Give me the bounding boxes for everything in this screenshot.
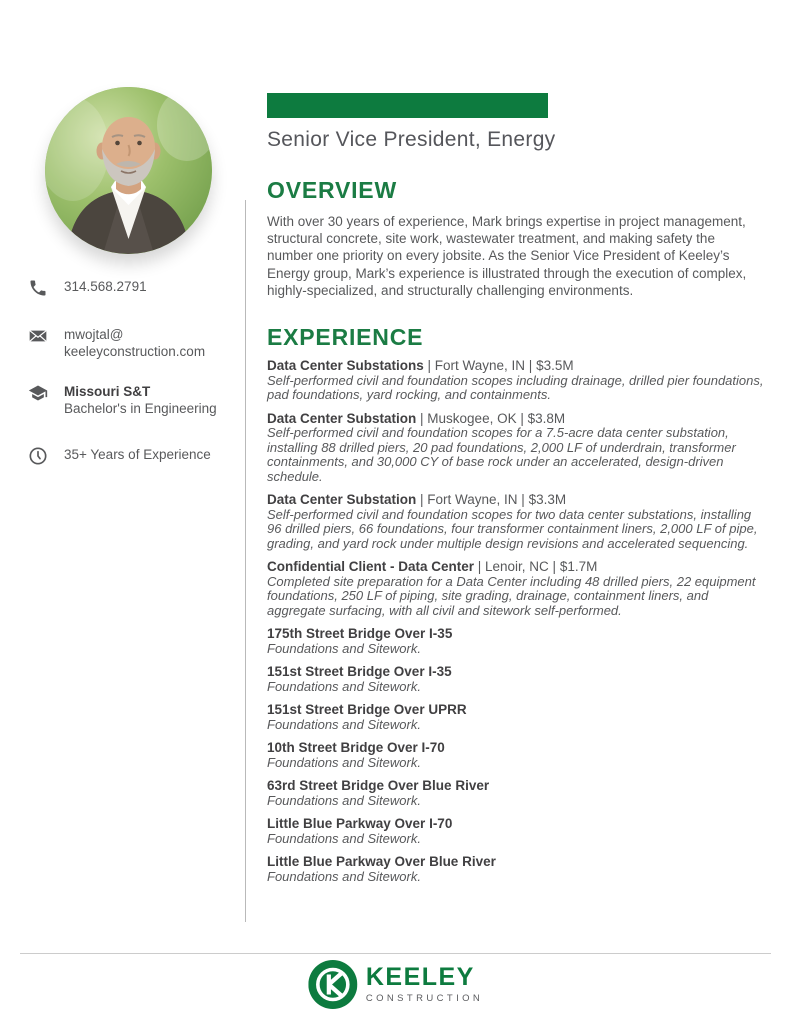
project-name: 175th Street Bridge Over I-35 bbox=[267, 626, 453, 642]
graduation-cap-icon bbox=[28, 383, 48, 403]
project-description: Foundations and Sitework. bbox=[267, 868, 421, 884]
experience-entry bbox=[267, 665, 764, 694]
job-title: Senior Vice President, Energy bbox=[267, 128, 556, 151]
experience-entry bbox=[267, 412, 764, 485]
email-line2: keeleyconstruction.com bbox=[64, 344, 206, 360]
education-school: Missouri S&T bbox=[64, 384, 151, 399]
vertical-divider bbox=[245, 200, 246, 922]
name-redaction-bar bbox=[267, 93, 548, 118]
logo-brand-name: KEELEY bbox=[365, 963, 475, 991]
project-description: Self-performed civil and foundation scopes including drainage, drilled pier foundations, pad foundations, yard rocking, and containments. bbox=[267, 372, 764, 403]
project-meta: | Lenoir, NC | $1.7M bbox=[474, 559, 598, 575]
project-name: Little Blue Parkway Over Blue River bbox=[267, 854, 496, 870]
project-title bbox=[267, 627, 764, 642]
project-name: Data Center Substations bbox=[267, 358, 424, 374]
project-description: Completed site preparation for a Data Center including 48 drilled piers, 22 equipment foundations, 250 LF of piping, site grading, drainage, containment liners, and aggregate surfacing, with all civil and sitework self-performed. bbox=[267, 573, 756, 618]
clock-icon bbox=[28, 446, 48, 466]
envelope-icon bbox=[28, 326, 48, 346]
experience-heading: EXPERIENCE bbox=[267, 324, 424, 351]
experience-entry bbox=[267, 560, 764, 618]
project-title bbox=[267, 779, 764, 794]
project-name: 151st Street Bridge Over UPRR bbox=[267, 702, 467, 718]
experience-entry bbox=[267, 779, 764, 808]
project-title bbox=[267, 359, 764, 374]
project-title bbox=[267, 855, 764, 870]
project-name: 10th Street Bridge Over I-70 bbox=[267, 740, 445, 756]
experience-entry bbox=[267, 703, 764, 732]
keeley-circle-k-icon bbox=[308, 960, 357, 1009]
project-name: Little Blue Parkway Over I-70 bbox=[267, 816, 453, 832]
experience-entry bbox=[267, 627, 764, 656]
project-name: Confidential Client - Data Center bbox=[267, 559, 475, 575]
education-info bbox=[64, 383, 217, 418]
project-meta: | Fort Wayne, IN | $3.5M bbox=[423, 358, 574, 374]
project-title bbox=[267, 817, 764, 832]
project-name: 63rd Street Bridge Over Blue River bbox=[267, 778, 490, 794]
email-address bbox=[64, 326, 205, 361]
phone-row bbox=[28, 278, 233, 298]
project-name: Data Center Substation bbox=[267, 492, 417, 508]
project-meta: | Fort Wayne, IN | $3.3M bbox=[416, 492, 567, 508]
headshot-photo bbox=[45, 87, 212, 254]
experience-entry bbox=[267, 741, 764, 770]
project-name: Data Center Substation bbox=[267, 410, 417, 426]
project-description: Foundations and Sitework. bbox=[267, 792, 421, 808]
footer-divider bbox=[20, 953, 771, 954]
project-description: Foundations and Sitework. bbox=[267, 640, 421, 656]
project-description: Foundations and Sitework. bbox=[267, 716, 421, 732]
years-experience-row bbox=[28, 446, 233, 466]
project-title bbox=[267, 741, 764, 756]
overview-heading: OVERVIEW bbox=[267, 177, 397, 203]
experience-list bbox=[267, 359, 764, 884]
project-title bbox=[267, 560, 764, 575]
project-meta: | Muskogee, OK | $3.8M bbox=[416, 410, 566, 426]
main-content bbox=[267, 0, 764, 893]
headshot-illustration bbox=[45, 87, 212, 254]
experience-entry bbox=[267, 817, 764, 846]
phone-icon bbox=[28, 278, 48, 298]
project-description: Self-performed civil and foundation scopes for a 7.5-acre data center substation, installing 88 drilled piers, 20 pad foundations, 2,000 LF of underdrain, transformer containments, and 30,000 CY of base rock under an accelerated, design-driven schedule. bbox=[267, 425, 736, 484]
phone-number: 314.568.2791 bbox=[64, 279, 147, 294]
overview-paragraph: With over 30 years of experience, Mark brings expertise in project management, structural concrete, site work, wastewater treatment, and making safety the number one priority on every jobsite. As the Senior Vice President of Keeley’s Energy group, Mark’s experience is illustrated through the execution of complex, highly-specialized, and structurally challenging environments. bbox=[267, 214, 747, 298]
logo-brand-subtitle: CONSTRUCTION bbox=[365, 993, 484, 1004]
email-line1: mwojtal@ bbox=[64, 327, 124, 342]
project-title bbox=[267, 412, 764, 427]
education-degree: Bachelor's in Engineering bbox=[64, 401, 217, 417]
project-title bbox=[267, 493, 764, 508]
experience-entry bbox=[267, 493, 764, 551]
experience-entry bbox=[267, 359, 764, 403]
project-title bbox=[267, 665, 764, 680]
project-name: 151st Street Bridge Over I-35 bbox=[267, 664, 452, 680]
logo-text bbox=[366, 965, 483, 1004]
keeley-construction-logo bbox=[308, 960, 483, 1009]
project-description: Foundations and Sitework. bbox=[267, 678, 421, 694]
project-description: Foundations and Sitework. bbox=[267, 830, 421, 846]
education-row bbox=[28, 383, 233, 418]
project-title bbox=[267, 703, 764, 718]
project-description: Self-performed civil and foundation scopes for two data center substations, installing 96 drilled piers, 66 foundations, four transformer containment liners, 2,000 LF of pipe, grading, and yard rock under multiple design revisions and accelerated sequencing. bbox=[267, 506, 758, 551]
experience-entry bbox=[267, 855, 764, 884]
years-experience-text: 35+ Years of Experience bbox=[64, 447, 211, 462]
project-description: Foundations and Sitework. bbox=[267, 754, 421, 770]
email-row bbox=[28, 326, 233, 361]
